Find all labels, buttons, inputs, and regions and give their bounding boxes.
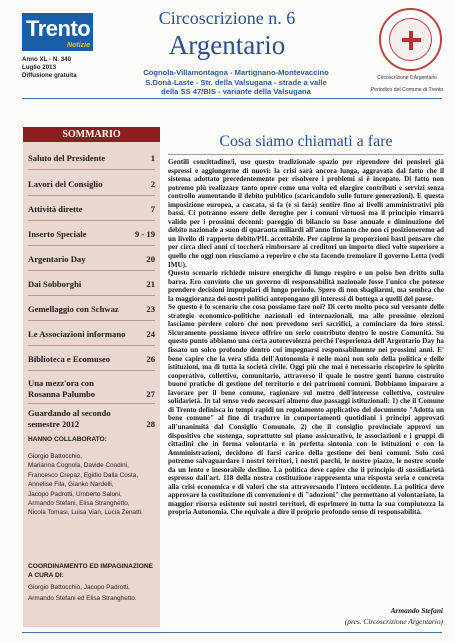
toc-page: 7 — [150, 204, 155, 214]
article-title: Cosa siamo chiamati a fare — [219, 133, 393, 150]
collaborators-heading: HANNO COLLABORATO: — [28, 436, 107, 443]
toc-label: Guardando al secondo semestre 2012 — [28, 408, 111, 429]
toc-label: Gemellaggio con Schwaz — [28, 304, 119, 314]
article-body — [168, 158, 444, 576]
toc-page: 27 — [146, 388, 155, 399]
coordination-heading: COORDINAMENTO ED IMPAGINAZIONE A CURA DI: — [28, 563, 154, 580]
article-paragraph: Se questo è lo scenario che cosa possiamo fare noi? Di certo molto poco sul versante delle strategie economico-politiche nazionali ed internazionali, ma alle prossime elezioni lasciamo perdere coloro che non prevedono seri sacrifici, a cominciare da loro stessi. Sicuramente possiamo invece offrire un serio contributo dentro le nostre Comunità. Su questo punto abbiamo una certa autorevolezza perché l'esperienza dell'Argentario Day ha fissato un solco profondo dentro cui impegnarsi responsabilmente nei prossimi anni. E' bene capire che la vera sfida dell'Autonomia è nelle mani non solo della politica e delle istituzioni, ma di tutta la società civile. Oggi più che mai è necessario riscoprire lo spirito cooperativo, collettivo, comunitario, attraverso il quale le nostre genti hanno costruito buone pratiche di gestione del territorio e dei patrimoni comuni. Dobbiamo imparare a lavorare per il bene comune, ragionare sul metro dell'interesse collettivo, costruire solidarietà. In tal senso vedo necessari almeno due passaggi istituzionali: 1) che il Comune di Trento definisca in tempi rapidi un regolamento applicativo del documento "Adotta un bene comune" al fine di tradurre in comportamenti quotidiani i principi approvati all'unanimità dal Consiglio Comunale. 2) che il consiglio provinciale approvi un dispositivo che sostenga, soprattutto sul piano assicurativo, le associazioni e i gruppi di cittadini che in forma volontaria e in perfetta sintonia con le istituzioni e con la Amministrazioni, decidono di farsi carico della gestione dei beni comuni. Solo così potremo salvaguardare i nostri territori, i nostri parchi, le nostre piazze, le nostre scuole da un lento e inesorabile declino. La politica deve capire che il principio di sussidiarietà espresso dall'art. 118 della nostra costituzione rappresenta una risposta seria e concreta alla crisi economica e di valori che sta attraversando l'intero occidente. La politica deve approvare la costituzione di convenzioni e di "adozioni" che permettano al volontariato, la maggior risorsa esistente sui nostri territori, di esprimere in tutta la sua compiutezza la propria Autonomia. Che equivale a dire il proprio profondo senso di responsabilità. — [168, 303, 444, 517]
masthead-divider — [22, 98, 442, 99]
toc-page: 24 — [146, 329, 155, 339]
logo-text: Trento — [26, 16, 91, 41]
collaborators-line: Armando Stefani, Elisa Stranghetto, — [28, 500, 130, 508]
toc-divider — [28, 220, 155, 221]
collaborators-line: Francesco Crepaz, Egidio Dalla Costa, — [28, 471, 139, 479]
article-title-divider — [168, 154, 444, 155]
toc-page: 2 — [150, 179, 155, 189]
toc-label: Biblioteca e Ecomuseo — [28, 354, 111, 364]
toc-page: 26 — [146, 354, 155, 364]
toc-divider — [28, 245, 155, 246]
article-paragraph: Gentili concittadine/i, uso questo tradizionale spazio per riprendere dei pensieri già espressi e aggiungerne di nuovi: la crisi sarà ancora lunga, aggravata dal fatto che il sistema adottato precedentemente per risolvere i problemi si è incepato. Di fatto non potremo più realizzare tanto opere come una volta ed elargire contributi e servizi senza controllo aumentando il debito pubblico (scaricandolo sulle future generazioni). E questa imposizione europea, a cascata, si fa (e si farà) sentire fino ai livelli amministrativi più bassi. Ci potranno essere delle deroghe per i comuni virtuosi ma il principio rimarrà valido per i prossimi decenni: pareggio di bilancio su base annuale e diminuzione del debito nazionale a suon di quaranta miliardi all'anno fintanto che non ci posizioneremo ad un livello di rapporto debito/PIL accettabile. Per capirne la proporzioni basti pensare che per circa dieci anni ci toccherà rimborsare ai creditori un importo dieci volte superiore a quello che oggi non riusciamo a reperire e che sta facendo tremolare il governo Letta (vedi IMU). — [168, 158, 444, 269]
area-subtitle-line: Cognola-Villamontagna - Martignano-Montevaccino — [143, 68, 329, 77]
area-subtitle-line: S.Donà-Laste - Str. della Valsugana - strade a valle — [145, 77, 327, 87]
toc-divider — [28, 370, 155, 371]
collaborators-line: Annelise Fila, Gianko Nardelli, — [28, 481, 114, 489]
toc-divider — [28, 169, 155, 170]
toc-label: Dai Sobborghi — [28, 279, 82, 289]
trento-notizie-logo — [22, 13, 93, 51]
sommario-sidebar — [23, 127, 160, 627]
collaborators-line: Jacopo Padrotti, Umberto Saloni, — [28, 490, 122, 498]
periodical-caption: Periodico del Comune di Trento — [370, 87, 444, 93]
toc-label: Lavori del Consiglio — [28, 179, 103, 189]
toc-divider — [28, 320, 155, 321]
argentario-seal — [379, 8, 442, 71]
toc-page: 21 — [146, 279, 155, 289]
collaborators-list — [28, 452, 158, 518]
seal-caption: Circoscrizione 6 Argentario — [377, 75, 437, 81]
toc-divider — [28, 295, 155, 296]
collaborators-line: Nicola Tomasi, Luisa Vian, Lucia Zenatti. — [28, 509, 143, 517]
article-paragraph: Questo scenario richiede misure energiche di lungo respiro e un polso ben dritto sulla barra. Ero convinto che un governo di responsabilità nazionale fosse l'unico che potesse prendere decisioni impopolari di lungo periodo. Spero di non sbagliarmi, ma sembra che la maggioranza dei nostri politici antepongano gli interessi di bottega a quelli del paese. — [168, 269, 444, 303]
sommario-header: SOMMARIO — [23, 127, 160, 142]
footer-divider — [22, 632, 442, 633]
coordinators-line: Armando Stefani ed Elisa Stranghetto. — [28, 594, 137, 602]
toc-label: Saluto del Presidente — [28, 153, 106, 163]
coordinators-line: Giorgio Battocchio, Jacopo Padrotti, — [28, 584, 130, 591]
toc-label: Le Associazioni informano — [28, 329, 126, 339]
toc-label: Attività dirette — [28, 204, 83, 214]
toc-divider — [28, 345, 155, 346]
issue-number: Anno XL - N. 340 — [22, 56, 72, 63]
area-subtitle — [112, 68, 360, 97]
toc-page: 20 — [146, 254, 155, 264]
seal-cross-bar — [409, 31, 413, 50]
coordinators-list — [28, 583, 158, 604]
toc-divider — [28, 403, 155, 404]
toc-page: 1 — [150, 153, 155, 163]
toc-divider — [28, 195, 155, 196]
toc-item[interactable] — [28, 378, 155, 400]
distribution-note: Diffusione gratuita — [22, 72, 77, 79]
logo-subtext: Notizie — [67, 42, 90, 49]
toc-item[interactable] — [28, 408, 155, 430]
toc-label: Una mezz'ora con Rosanna Palumbo — [28, 378, 96, 399]
seal-shield-icon — [389, 18, 432, 61]
toc-page: 23 — [146, 304, 155, 314]
circoscrizione-title: Circoscrizione n. 6 — [158, 8, 296, 28]
issue-meta — [22, 56, 77, 80]
toc-divider — [28, 270, 155, 271]
toc-label: Argentario Day — [28, 254, 86, 264]
toc-page: 9 - 19 — [134, 229, 155, 239]
area-title: Argentario — [168, 30, 286, 60]
issue-date: Luglio 2013 — [22, 64, 57, 71]
area-subtitle-line: della SS 47/BIS - variante della Valsugana — [161, 87, 311, 97]
collaborators-line: Giorgio Battocchio, — [28, 453, 82, 460]
toc-page: 28 — [146, 418, 155, 429]
signature-role: (pres. Circoscrizione Argentario) — [344, 617, 443, 626]
collaborators-line: Marianna Cognola, Davide Condini, — [28, 462, 129, 470]
toc-label: Inserto Speciale — [28, 229, 87, 239]
signature-name: Armando Stefani — [390, 606, 443, 615]
